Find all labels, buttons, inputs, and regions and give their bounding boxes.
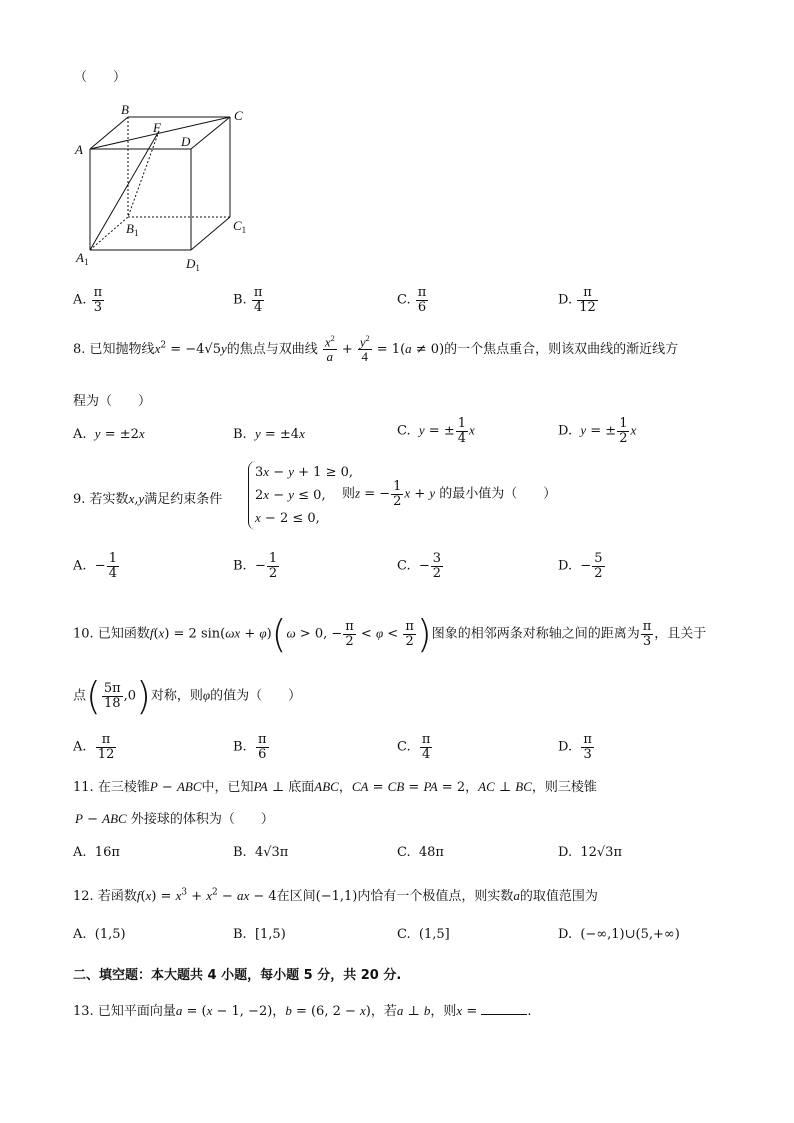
q11-option-a[interactable]: A. 16π [73,845,120,860]
q8-option-a[interactable]: A. y = ±2x [73,426,145,442]
label-C1: $C_1$ [233,218,247,235]
q12-stem: 12. 若函数$f(x) = x^3 + x^2$ − ax − 4在区间(−1,1)内恰有一个极值点，则实数a的取值范围为 [73,887,598,904]
question-answer-paren: （ ） [74,70,127,85]
q8-option-d[interactable]: D. y = ± $\frac{1}{2}$ x [558,416,637,446]
q9-option-c[interactable]: C. − $\frac{3}{2}$ [397,551,442,581]
hidden-A1-B1 [90,217,128,250]
q10-option-b[interactable]: B. $\frac{\pi}{6}$ [233,732,267,762]
q8-stem: 8. 已知抛物线$x^2 = -4√5y$的焦点与双曲线 $\frac{x^2}{a}$ + $\frac{y^2}{4}$ = 1(a ≠ 0)的一个焦点重合，则该双曲线的渐近线方 [73,334,679,364]
q11-option-b[interactable]: B. 4√3π [233,845,289,860]
q12-option-a[interactable]: A. (1,5) [73,927,126,942]
q7-option-b[interactable]: B. $\frac{\pi}{4}$ [233,285,263,315]
q11-stem-line2: P − ABC 外接球的体积为（ ） [75,811,274,827]
label-A: A [75,142,83,157]
q11-option-d[interactable]: D. 12√3π [558,845,622,860]
q8-option-b[interactable]: B. y = ±4x [233,426,305,442]
label-C: C [234,108,243,123]
edge-D1-C1 [191,217,230,250]
q9-stem-left: 9. 若实数x,y满足约束条件 [73,491,223,507]
q7-option-d[interactable]: D. $\frac{\pi}{12}$ [558,285,596,315]
q10-stem-line2: 点( $\frac{5\pi}{18}$ ,0)对称，则φ的值为（ ） [73,674,302,718]
q13-answer-blank[interactable] [481,1002,527,1015]
q9-stem-right: 则z = − $\frac{1}{2}$ x + y 的最小值为（ ） [342,479,557,509]
q12-option-b[interactable]: B. [1,5) [233,927,286,942]
q7-option-a[interactable]: A. $\frac{\pi}{3}$ [73,285,103,315]
q10-option-a[interactable]: A. $\frac{\pi}{12}$ [73,732,115,762]
q12-option-d[interactable]: D. (−∞,1)∪(5,+∞) [558,927,680,942]
q9-option-d[interactable]: D. − $\frac{5}{2}$ [558,551,603,581]
q12-option-c[interactable]: C. (1,5] [397,927,450,942]
q8-option-c[interactable]: C. y = ± $\frac{1}{4}$ x [397,416,475,446]
q10-stem: 10. 已知函数f(x) = 2 sin(ωx + φ)(ω > 0, − $\frac{\pi}{2}$ < φ < $\frac{\pi}{2}$ )图象的相邻两条对称轴之间的距离为 $\frac{\pi}{3}$ ，且关于 [73,612,707,656]
label-D: D [181,134,191,149]
q11-option-c[interactable]: C. 48π [397,845,444,860]
q9-constraint-system: 3x − y + 1 ≥ 0, 2x − y ≤ 0, x − 2 ≤ 0, [248,461,353,530]
q10-option-c[interactable]: C. $\frac{\pi}{4}$ [397,732,431,762]
q10-option-d[interactable]: D. $\frac{\pi}{3}$ [558,732,592,762]
label-D1: $D_1$ [186,256,200,273]
label-F: F [153,120,161,135]
label-B: B [121,102,129,117]
q11-stem: 11. 在三棱锥P − ABC中，已知PA ⊥ 底面ABC，CA = CB = PA = 2，AC ⊥ BC，则三棱锥 [73,779,597,795]
q9-option-a[interactable]: A. − $\frac{1}{4}$ [73,551,117,581]
q9-option-b[interactable]: B. − $\frac{1}{2}$ [233,551,278,581]
label-B1: $B_1$ [126,221,139,238]
q13-stem: 13. 已知平面向量a = (x − 1, −2)，b = (6, 2 − x)，若a ⊥ b，则x = . [73,1003,532,1019]
hidden-F-B1 [128,131,159,217]
label-A1: $A_1$ [76,250,89,267]
section-2-heading: 二、填空题：本大题共 4 小题，每小题 5 分，共 20 分. [73,968,402,983]
q8-stem-line2: 程为（ ） [73,394,152,409]
q7-option-c[interactable]: C. $\frac{\pi}{6}$ [397,285,427,315]
cube-figure [70,100,260,275]
